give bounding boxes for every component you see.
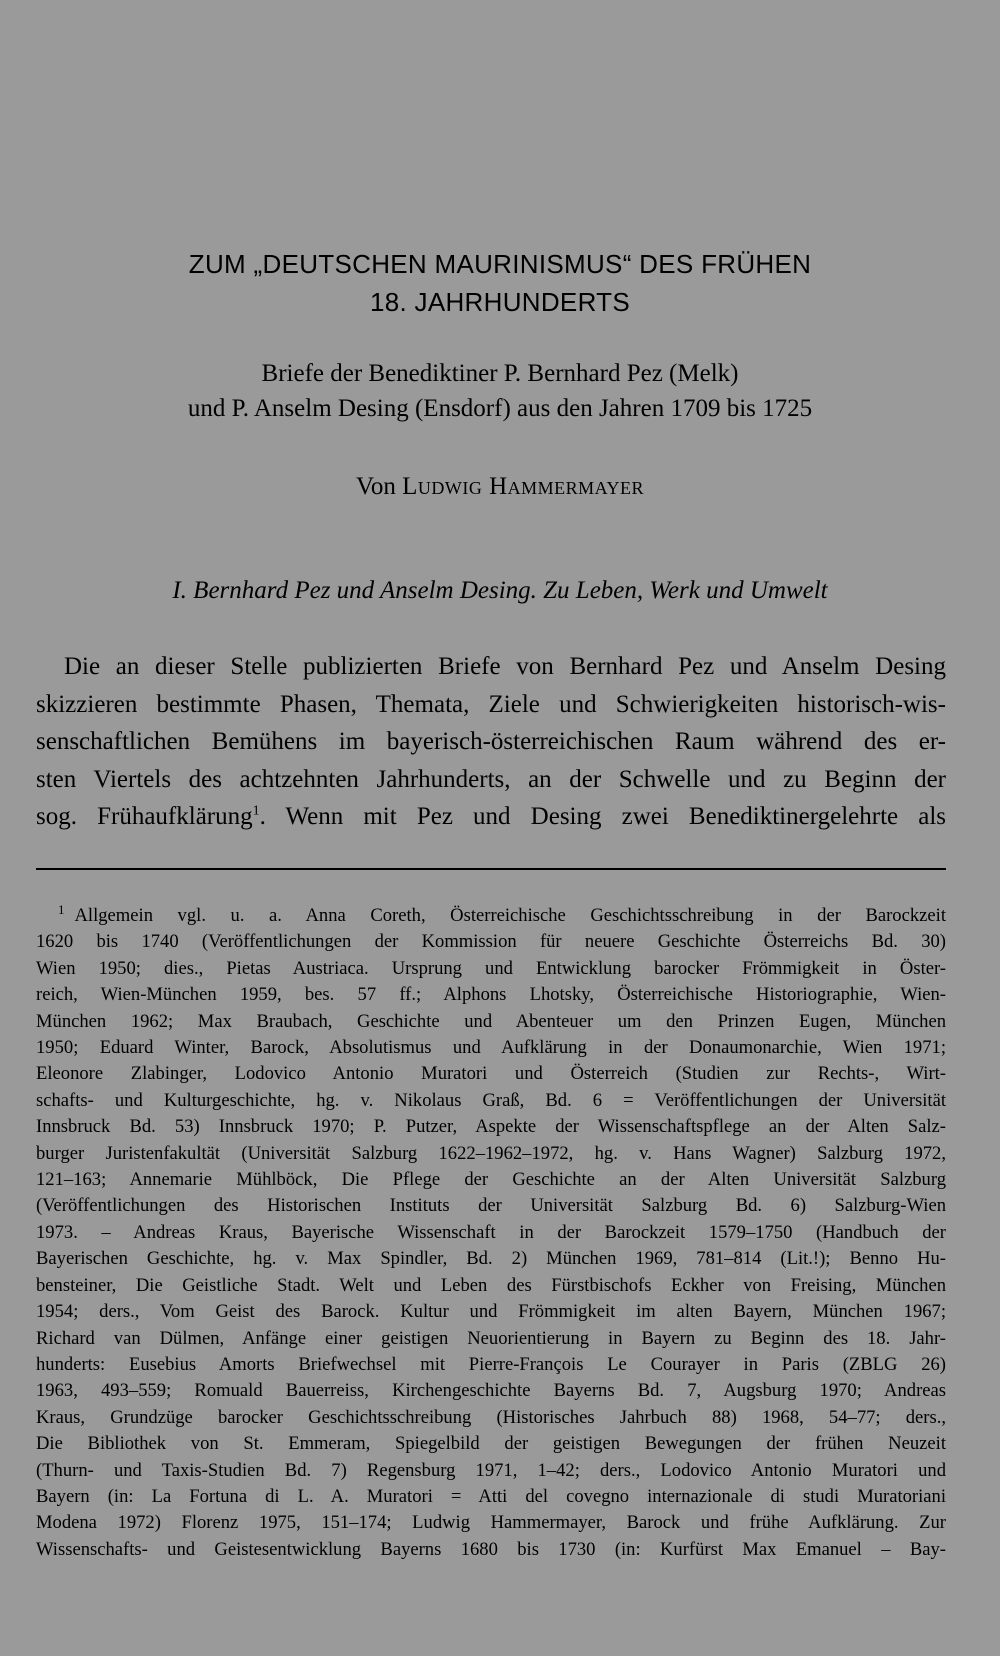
footnote-line: Richard van Dülmen, Anfänge einer geistigen Neuorientierung in Bayern zu Beginn des 18. Jahr- bbox=[36, 1327, 946, 1349]
body-text-segment: . Wenn mit Pez und Desing zwei Benediktinergelehrte als bbox=[259, 803, 947, 831]
footnote-line: 121–163; Annemarie Mühlböck, Die Pflege der Geschichte an der Alten Universität Salzburg bbox=[36, 1169, 946, 1191]
footnote-line: Wissenschafts- und Geistesentwicklung Bayerns 1680 bis 1730 (in: Kurfürst Max Emanuel – Bay- bbox=[36, 1538, 946, 1560]
body-line-last bbox=[36, 798, 946, 836]
footnote-line: hunderts: Eusebius Amorts Briefwechsel mit Pierre-François Le Courayer in Paris (ZBLG 26) bbox=[36, 1353, 946, 1375]
footnote-line: reich, Wien-München 1959, bes. 57 ff.; Alphons Lhotsky, Österreichische Historiographie, Wien- bbox=[36, 984, 946, 1006]
footnote-line: 1963, 493–559; Romuald Bauerreiss, Kirchengeschichte Bayerns Bd. 7, Augsburg 1970; Andreas bbox=[36, 1380, 946, 1402]
author-byline bbox=[60, 470, 940, 504]
footnote-line: Wien 1950; dies., Pietas Austriaca. Ursprung und Entwicklung barocker Frömmigkeit in Öster- bbox=[36, 957, 946, 979]
article-title-line-1: ZUM „DEUTSCHEN MAURINISMUS“ DES FRÜHEN bbox=[188, 249, 812, 279]
footnote-line: (Thurn- und Taxis-Studien Bd. 7) Regensburg 1971, 1–42; ders., Lodovico Antonio Muratori und bbox=[36, 1459, 946, 1481]
body-text-segment: sog. Frühaufklärung bbox=[36, 803, 253, 831]
footnote-line: Modena 1972) Florenz 1975, 151–174; Ludwig Hammermayer, Barock und frühe Aufklärung. Zur bbox=[36, 1512, 946, 1534]
footnote-line: burger Juristenfakultät (Universität Salzburg 1622–1962–1972, hg. v. Hans Wagner) Salzburg 1972, bbox=[36, 1142, 946, 1164]
author-name: Ludwig Hammermayer bbox=[402, 473, 644, 500]
article-title-line-2: 18. JAHRHUNDERTS bbox=[369, 287, 631, 317]
footnote-line: 1950; Eduard Winter, Barock, Absolutismus und Aufklärung in der Donaumonarchie, Wien 1971; bbox=[36, 1037, 946, 1059]
article-subtitle-line-1: Briefe der Benediktiner P. Bernhard Pez (Melk) bbox=[261, 360, 739, 387]
footnote-line: Innsbruck Bd. 53) Innsbruck 1970; P. Putzer, Aspekte der Wissenschaftspflege an der Alten Salz- bbox=[36, 1116, 946, 1138]
footnote-line: 1620 bis 1740 (Veröffentlichungen der Kommission für neuere Geschichte Österreichs Bd. 30) bbox=[36, 931, 946, 953]
article-subtitle-line-2: und P. Anselm Desing (Ensdorf) aus den Jahren 1709 bis 1725 bbox=[187, 395, 813, 422]
footnote-line: Bayern (in: La Fortuna di L. A. Muratori = Atti del covegno internazionale di studi Muratoriani bbox=[36, 1485, 946, 1507]
footnote-line: 1973. – Andreas Kraus, Bayerische Wissenschaft in der Barockzeit 1579–1750 (Handbuch der bbox=[36, 1221, 946, 1243]
body-line: senschaftlichen Bemühens im bayerisch-österreichischen Raum während des er- bbox=[36, 728, 946, 756]
footnote-separator-rule bbox=[36, 868, 946, 870]
footnote-number: 1 bbox=[58, 901, 65, 917]
footnote-line: Kraus, Grundzüge barocker Geschichtsschreibung (Historisches Jahrbuch 88) 1968, 54–77; ders., bbox=[36, 1406, 946, 1428]
body-paragraph bbox=[36, 648, 946, 836]
footnote-line bbox=[36, 903, 946, 929]
author-prefix: Von bbox=[355, 473, 396, 500]
footnote-line-text: Allgemein vgl. u. a. Anna Coreth, Österreichische Geschichtsschreibung in der Barockzeit bbox=[74, 905, 946, 926]
footnote-line: München 1962; Max Braubach, Geschichte und Abenteuer um den Prinzen Eugen, München bbox=[36, 1010, 946, 1032]
footnote-line: schafts- und Kulturgeschichte, hg. v. Nikolaus Graß, Bd. 6 = Veröffentlichungen der Universität bbox=[36, 1089, 946, 1111]
footnote-line: bensteiner, Die Geistliche Stadt. Welt und Leben des Fürstbischofs Eckher von Freising, München bbox=[36, 1274, 946, 1296]
footnote-reference: 1 bbox=[252, 804, 260, 820]
footnote-line: Bayerischen Geschichte, hg. v. Max Spindler, Bd. 2) München 1969, 781–814 (Lit.!); Benno Hu- bbox=[36, 1248, 946, 1270]
body-line: Die an dieser Stelle publizierten Briefe von Bernhard Pez und Anselm Desing bbox=[64, 653, 946, 680]
footnote-line: 1954; ders., Vom Geist des Barock. Kultur und Frömmigkeit im alten Bayern, München 1967; bbox=[36, 1301, 946, 1323]
body-line: sten Viertels des achtzehnten Jahrhunderts, an der Schwelle und zu Beginn der bbox=[36, 765, 946, 793]
footnote-line: (Veröffentlichungen des Historischen Instituts der Universität Salzburg Bd. 6) Salzburg-Wien bbox=[36, 1195, 946, 1217]
section-heading: I. Bernhard Pez und Anselm Desing. Zu Leben, Werk und Umwelt bbox=[172, 577, 828, 604]
footnote-line: Eleonore Zlabinger, Lodovico Antonio Muratori und Österreich (Studien zur Rechts-, Wirt- bbox=[36, 1063, 946, 1085]
footnote bbox=[36, 903, 946, 1563]
body-line: skizzieren bestimmte Phasen, Themata, Ziele und Schwierigkeiten historisch-wis- bbox=[36, 690, 946, 718]
footnote-line: Die Bibliothek von St. Emmeram, Spiegelbild der geistigen Bewegungen der frühen Neuzeit bbox=[36, 1433, 946, 1455]
